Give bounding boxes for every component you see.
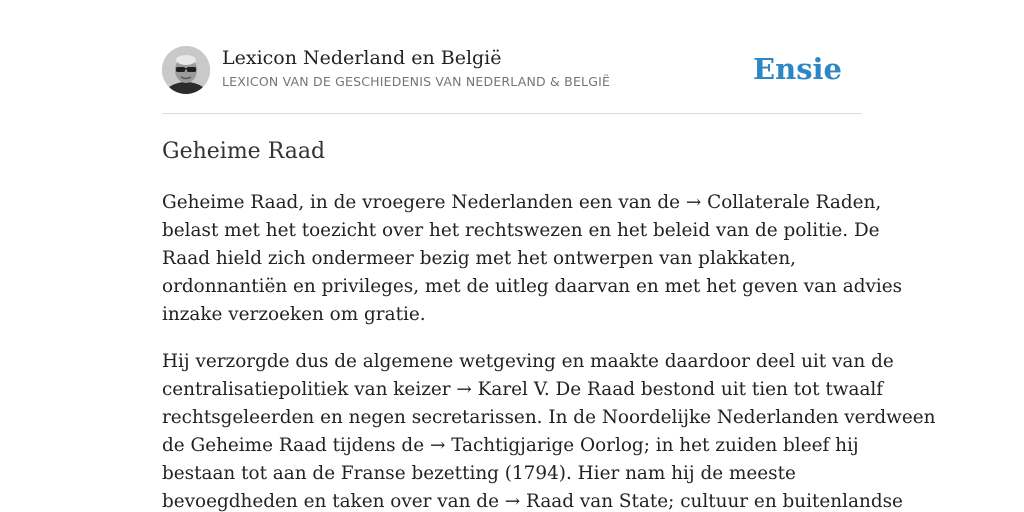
- text-span: De Raad bestond uit tien tot twaalf: [549, 379, 884, 400]
- xref-karel-v-link[interactable]: → Karel V.: [456, 379, 550, 400]
- text-line: [162, 189, 882, 217]
- text-span: centralisatiepolitiek van keizer: [162, 379, 457, 400]
- entry-title: Geheime Raad: [162, 139, 326, 164]
- text-line: inzake verzoeken om gratie.: [162, 304, 426, 325]
- paragraph-1: [162, 189, 903, 329]
- source-header: [162, 46, 862, 114]
- author-avatar[interactable]: [162, 46, 210, 94]
- text-line: Raad hield zich ondermeer bezig met het ontwerpen van plakkaten,: [162, 248, 797, 269]
- text-span: de Geheime Raad tijdens de: [162, 435, 430, 456]
- paragraph-2: [162, 348, 936, 512]
- portrait-icon: [162, 46, 210, 94]
- source-title[interactable]: Lexicon Nederland en België: [222, 47, 502, 69]
- brand-logo-link[interactable]: Ensie: [753, 52, 842, 86]
- xref-collaterale-raden-link[interactable]: → Collaterale Raden,: [685, 192, 882, 213]
- text-span: in het zuiden bleef hij: [649, 435, 859, 456]
- source-subtitle: LEXICON VAN DE GESCHIEDENIS VAN NEDERLAND & BELGIË: [222, 74, 611, 89]
- xref-tachtigjarige-oorlog-link[interactable]: → Tachtigjarige Oorlog;: [429, 435, 650, 456]
- text-line: Hij verzorgde dus de algemene wetgeving en maakte daardoor deel uit van de: [162, 351, 894, 372]
- text-line: ordonnantiën en privileges, met de uitleg daarvan en met het geven van advies: [162, 276, 903, 297]
- xref-raad-van-state-link[interactable]: → Raad van State;: [504, 491, 675, 512]
- text-line: [162, 488, 903, 512]
- text-line: belast met het toezicht over het rechtswezen en het beleid van de politie. De: [162, 220, 880, 241]
- text-line: [162, 432, 862, 460]
- text-span: bevoegdheden en taken over van de: [162, 491, 505, 512]
- text-line: [162, 376, 884, 404]
- text-line: rechtsgeleerden en negen secretarissen. In de Noordelijke Nederlanden verdween: [162, 407, 936, 428]
- text-span: cultuur en buitenlandse: [674, 491, 903, 512]
- entry-body: [162, 189, 936, 512]
- text-line: bestaan tot aan de Franse bezetting (1794). Hier nam hij de meeste: [162, 463, 796, 484]
- text-span: Geheime Raad, in de vroegere Nederlanden een van de: [162, 192, 686, 213]
